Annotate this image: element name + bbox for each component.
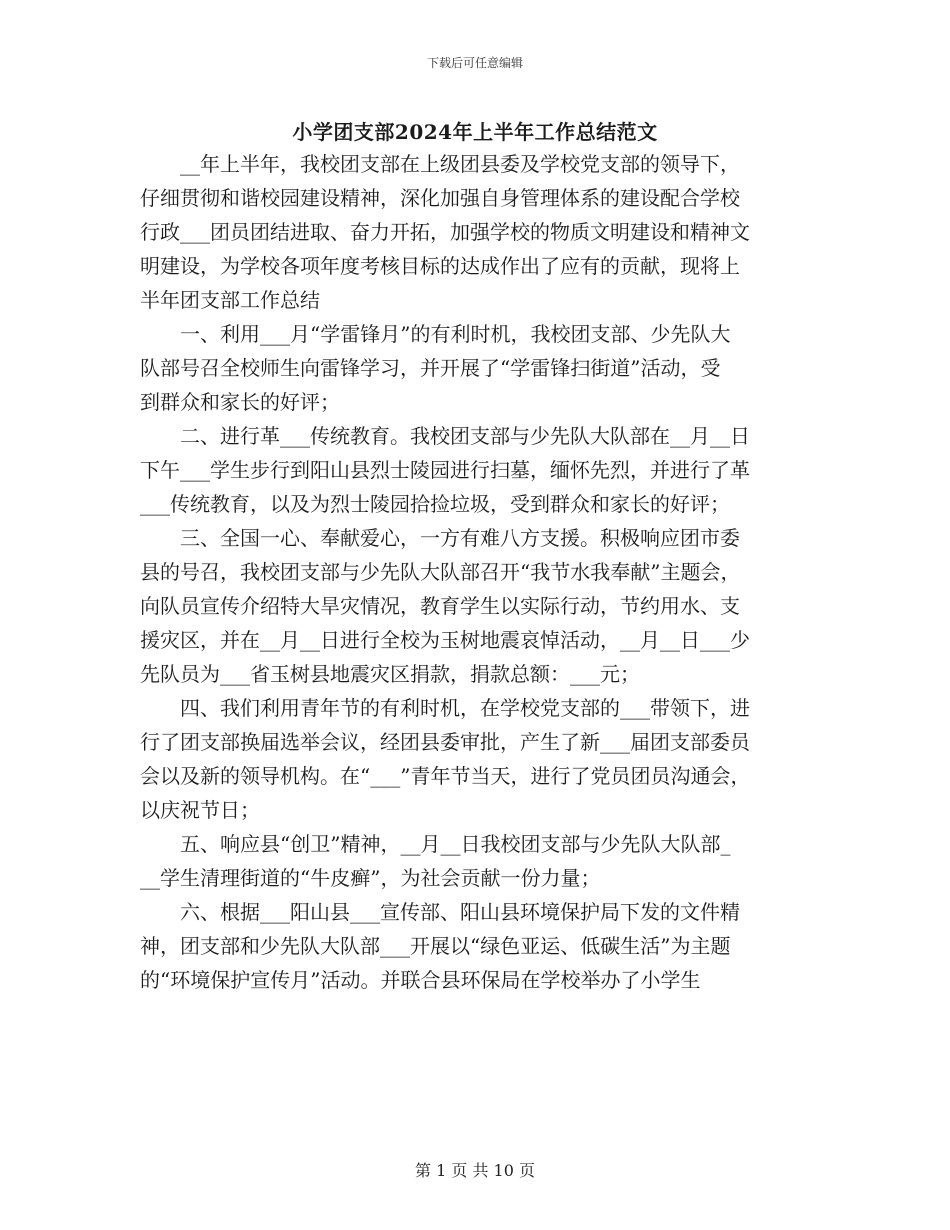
text-line: 二、进行革___传统教育。我校团支部与少先队大队部在__月__日 <box>140 424 750 448</box>
text-line: 神，团支部和少先队大队部___开展以“绿色亚运、低碳生活”为主题 <box>140 934 731 958</box>
paragraph-item-4 <box>140 691 810 827</box>
text-line: 援灾区，并在__月__日进行全校为玉树地震哀悼活动，__月__日___少 <box>140 628 750 652</box>
document-title: 小学团支部2024年上半年工作总结范文 <box>292 120 658 144</box>
text-line: 到群众和家长的好评； <box>140 390 340 414</box>
text-line: __学生清理街道的“牛皮癣”，为社会贡献一份力量； <box>140 866 601 890</box>
text-line: 明建设，为学校各项年度考核目标的达成作出了应有的贡献，现将上 <box>140 254 740 278</box>
text-line: 一、利用___月“学雷锋月”的有利时机，我校团支部、少先队大 <box>140 322 731 346</box>
text-line: 先队员为___省玉树县地震灾区捐款，捐款总额：___元； <box>140 662 640 686</box>
text-line: __年上半年，我校团支部在上级团县委及学校党支部的领导下， <box>140 152 740 176</box>
text-line: 行政___团员团结进取、奋力开拓，加强学校的物质文明建设和精神文 <box>140 220 750 244</box>
paragraph-item-1 <box>140 317 810 419</box>
text-line: 队部号召全校师生向雷锋学习，并开展了“学雷锋扫街道”活动，受 <box>140 356 721 380</box>
page-indicator: 第 1 页 共 10 页 <box>415 1161 535 1180</box>
text-line: 三、全国一心、奉献爱心，一方有难八方支援。积极响应团市委 <box>140 526 740 550</box>
text-line: 向队员宣传介绍特大旱灾情况，教育学生以实际行动，节约用水、支 <box>140 594 740 618</box>
text-line: 以庆祝节日； <box>140 798 260 822</box>
paragraph-item-3 <box>140 521 810 691</box>
paragraph-item-2 <box>140 419 810 521</box>
text-line: 六、根据___阳山县___宣传部、阳山县环境保护局下发的文件精 <box>140 900 740 924</box>
text-line: 的“环境保护宣传月”活动。并联合县环保局在学校举办了小学生 <box>140 968 701 992</box>
document-body <box>140 147 810 997</box>
paragraph-item-6 <box>140 895 810 997</box>
paragraph-intro <box>140 147 810 317</box>
text-line: ___传统教育，以及为烈士陵园拾捡垃圾，受到群众和家长的好评； <box>140 492 730 516</box>
paragraph-item-5 <box>140 827 810 895</box>
text-line: 半年团支部工作总结 <box>140 288 320 312</box>
text-line: 下午___学生步行到阳山县烈士陵园进行扫墓，缅怀先烈，并进行了革 <box>140 458 750 482</box>
text-line: 四、我们利用青年节的有利时机，在学校党支部的___带领下，进 <box>140 696 750 720</box>
text-line: 会以及新的领导机构。在“___”青年节当天，进行了党员团员沟通会， <box>140 764 751 788</box>
text-line: 仔细贯彻和谐校园建设精神，深化加强自身管理体系的建设配合学校 <box>140 186 740 210</box>
text-line: 行了团支部换届选举会议，经团县委审批，产生了新___届团支部委员 <box>140 730 750 754</box>
text-line: 县的号召，我校团支部与少先队大队部召开“我节水我奉献”主题会， <box>140 560 741 584</box>
text-line: 五、响应县“创卫”精神，__月__日我校团支部与少先队大队部_ <box>140 832 731 856</box>
download-note: 下载后可任意编辑 <box>426 56 523 70</box>
